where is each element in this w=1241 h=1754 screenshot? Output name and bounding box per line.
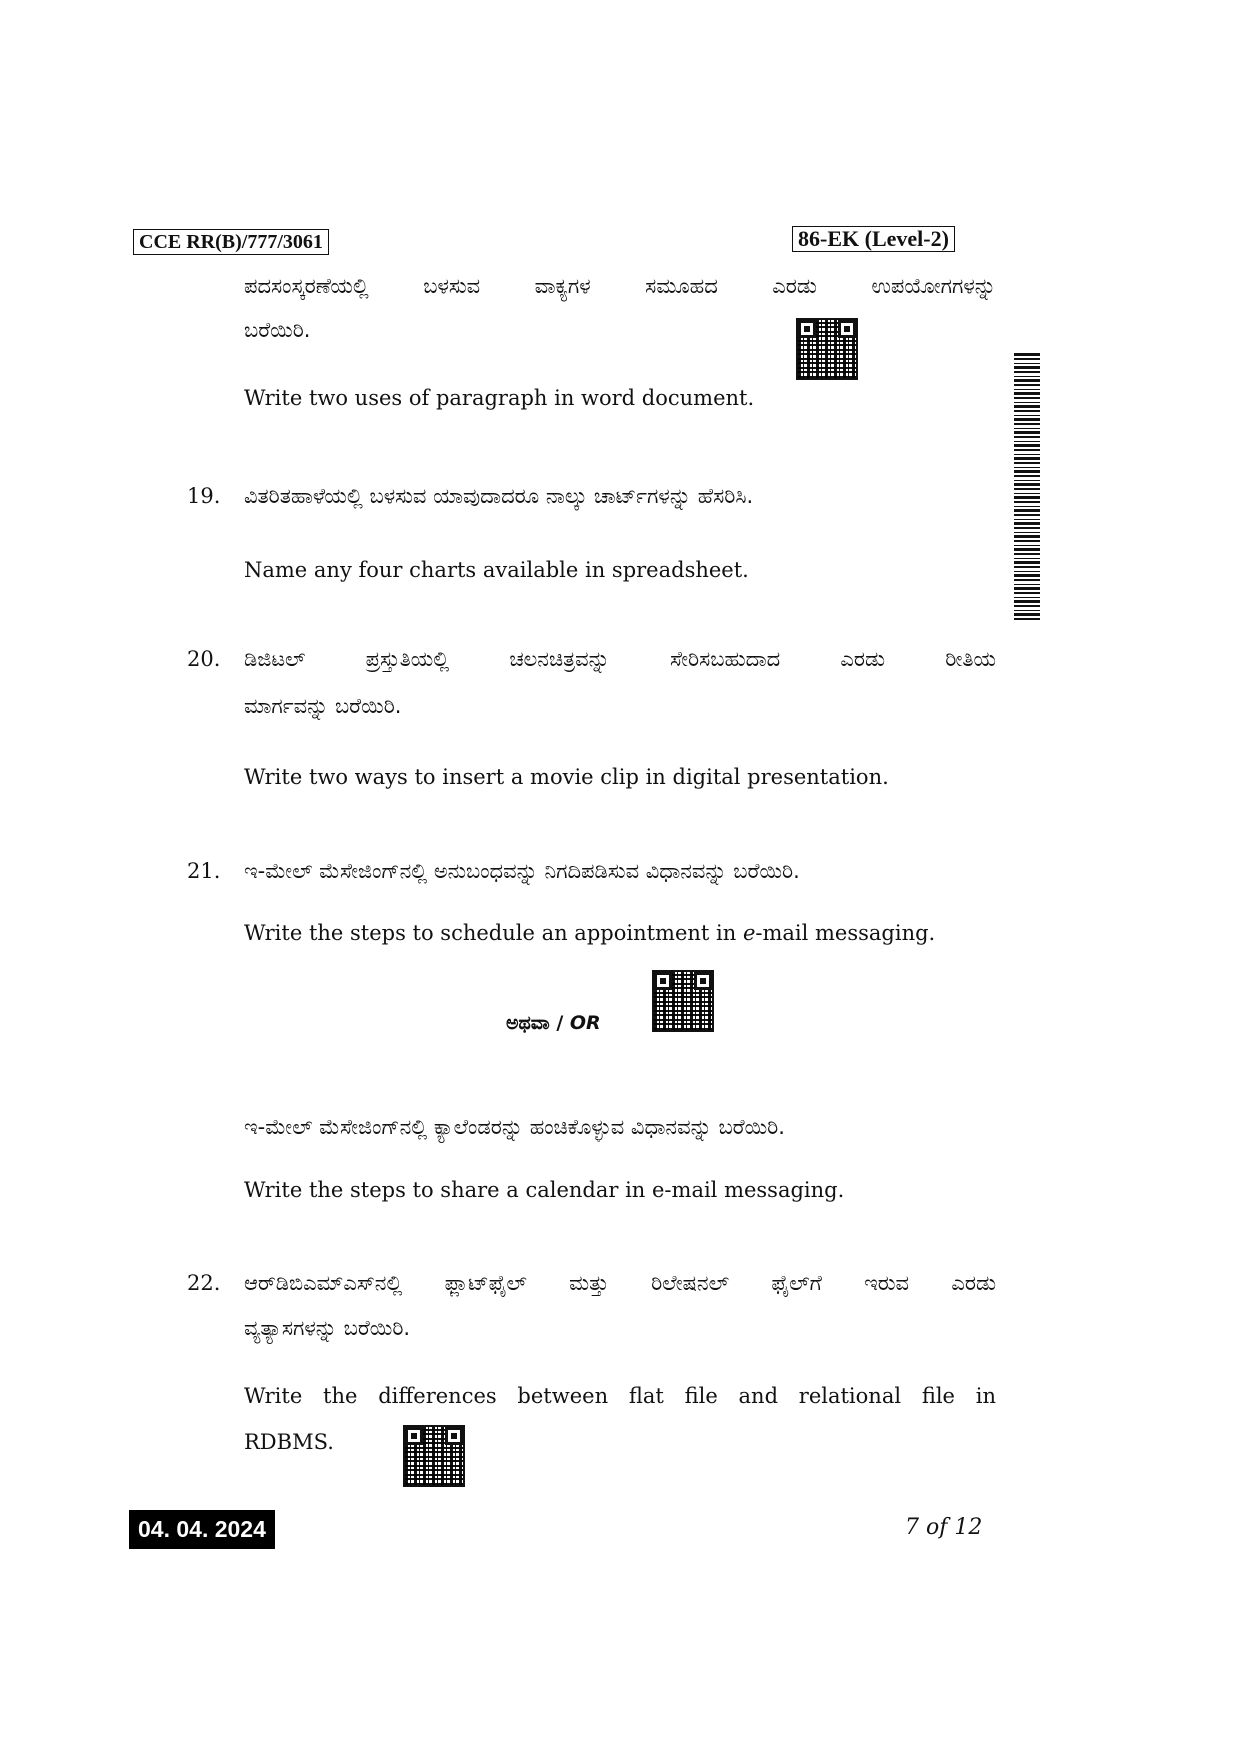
or-kannada: ಅಥವಾ / [506, 1012, 570, 1034]
q21-kannada: ಇ-ಮೇಲ್ ಮೆಸೇಜಿಂಗ್‌ನಲ್ಲಿ ಅನುಬಂಧವನ್ನು ನಿಗದಿಪಡಿಸುವ ವಿಧಾನವನ್ನು ಬರೆಯಿರಿ. [244, 859, 800, 883]
q20-kannada-line1: ಡಿಜಿಟಲ್ ಪ್ರಸ್ತುತಿಯಲ್ಲಿ ಚಲನಚಿತ್ರವನ್ನು ಸೇರಿಸಬಹುದಾದ ಎರಡು ರೀತಿಯ [244, 647, 996, 671]
qr-code-icon [796, 318, 858, 380]
q22-kannada-line1: ಆರ್‌ಡಿಬಿಎಮ್‌ಎಸ್‌ನಲ್ಲಿ ಫ್ಲಾಟ್‌ಫೈಲ್ ಮತ್ತು ರಿಲೇಷನಲ್ ಫೈಲ್‌ಗೆ ಇರುವ ಎರಡು [244, 1271, 996, 1295]
qr-code-icon [652, 970, 714, 1032]
or-english: OR [569, 1012, 601, 1034]
q21-alt-kannada: ಇ-ಮೇಲ್ ಮೆಸೇಜಿಂಗ್‌ನಲ್ಲಿ ಕ್ಯಾಲೆಂಡರನ್ನು ಹಂಚಿಕೊಳ್ಳುವ ವಿಧಾನವನ್ನು ಬರೆಯಿರಿ. [244, 1115, 785, 1139]
exam-code-right: 86-EK (Level-2) [792, 226, 955, 252]
q21-alt-english: Write the steps to share a calendar in e-mail messaging. [244, 1178, 845, 1202]
q20-kannada-line2: ಮಾರ್ಗವನ್ನು ಬರೆಯಿರಿ. [244, 694, 402, 718]
q20-number: 20. [187, 647, 221, 671]
q19-kannada: ವಿತರಿತಹಾಳೆಯಲ್ಲಿ ಬಳಸುವ ಯಾವುದಾದರೂ ನಾಲ್ಕು ಚಾರ್ಟ್‌ಗಳನ್ನು ಹೆಸರಿಸಿ. [244, 484, 754, 508]
q19-number: 19. [187, 484, 221, 508]
exam-date: 04. 04. 2024 [129, 1510, 275, 1549]
q18-kannada-line2: ಬರೆಯಿರಿ. [244, 318, 311, 342]
q19-english: Name any four charts available in spreadsheet. [244, 558, 749, 582]
or-divider [506, 1012, 601, 1034]
exam-code-left: CCE RR(B)/777/3061 [133, 229, 329, 255]
q18-kannada-line1: ಪದಸಂಸ್ಕರಣೆಯಲ್ಲಿ ಬಳಸುವ ವಾಕ್ಯಗಳ ಸಮೂಹದ ಎರಡು ಉಪಯೋಗಗಳನ್ನು [244, 274, 996, 298]
barcode-icon [1014, 352, 1040, 620]
q20-english: Write two ways to insert a movie clip in digital presentation. [244, 765, 889, 789]
q22-kannada-line2: ವ್ಯತ್ಯಾಸಗಳನ್ನು ಬರೆಯಿರಿ. [244, 1316, 411, 1340]
qr-code-icon [403, 1425, 465, 1487]
q21-number: 21. [187, 859, 221, 883]
q21-english-pre: Write the steps to schedule an appointment in [244, 921, 743, 945]
q21-english [244, 921, 935, 945]
q22-number: 22. [187, 1271, 221, 1295]
q18-english: Write two uses of paragraph in word document. [244, 386, 755, 410]
q22-english-line2: RDBMS. [244, 1430, 334, 1454]
page-number: 7 of 12 [905, 1515, 983, 1540]
q21-english-post: -mail messaging. [755, 921, 936, 945]
q21-english-italic: e [742, 921, 756, 945]
q22-english-line1: Write the differences between flat file and relational file in [244, 1384, 996, 1408]
